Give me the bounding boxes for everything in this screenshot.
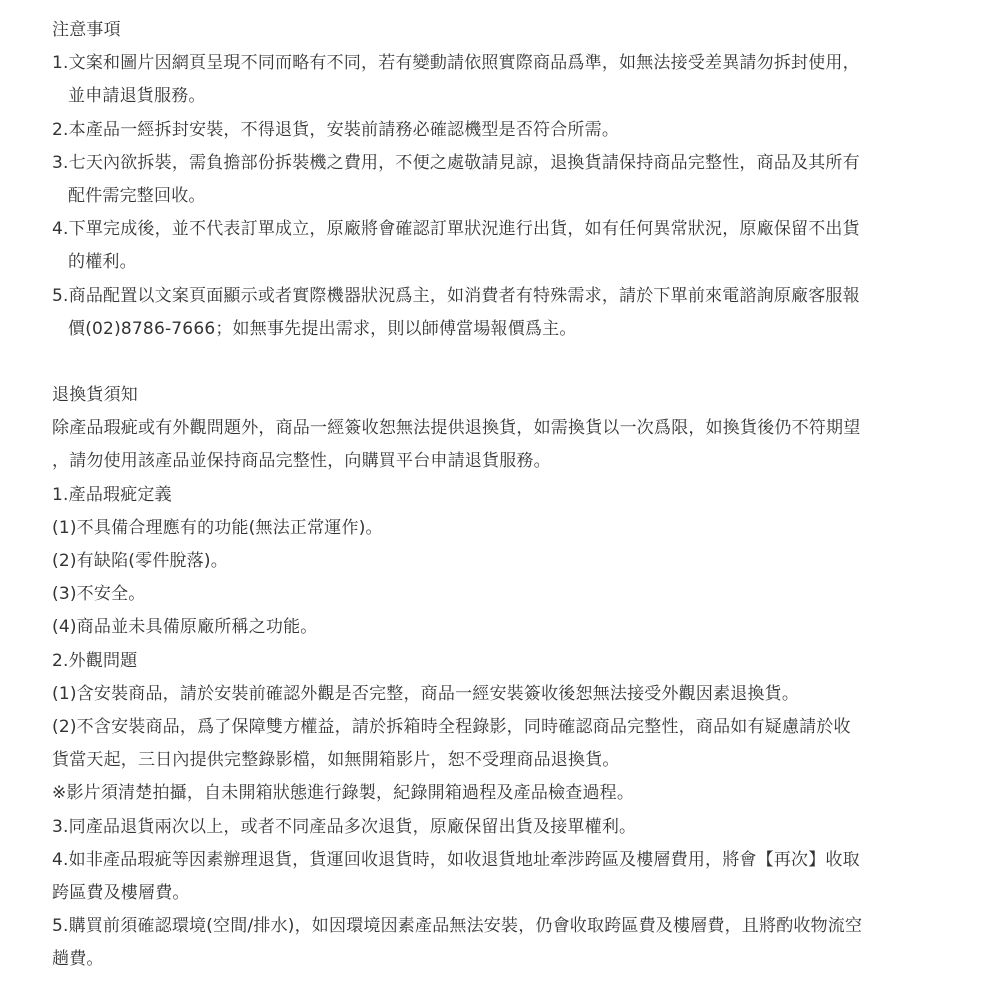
notice-line: 2.本產品一經拆封安裝，不得退貨，安裝前請務必確認機型是否符合所需。 — [52, 119, 620, 140]
returns-line: 2.外觀問題 — [52, 650, 138, 671]
returns-section — [52, 379, 952, 977]
returns-line: 除產品瑕疵或有外觀問題外，商品一經簽收恕無法提供退換貨，如需換貨以一次爲限，如換貨後仍不符期望 — [52, 418, 861, 439]
returns-line: (4)商品並未具備原廠所稱之功能。 — [52, 617, 318, 638]
notice-line: 4.下單完成後，並不代表訂單成立，原廠將會確認訂單狀況進行出貨，如有任何異常狀況，原廠保留不出貨 — [52, 219, 860, 240]
returns-title: 退換貨須知 — [52, 385, 138, 406]
returns-line: 5.購買前須確認環境(空間/排水)，如因環境因素產品無法安裝，仍會收取跨區費及樓層費，且將酌收物流空 — [52, 916, 863, 937]
returns-line: (3)不安全。 — [52, 584, 146, 605]
returns-line: 1.產品瑕疵定義 — [52, 484, 172, 505]
returns-line: (2)不含安裝商品，爲了保障雙方權益，請於拆箱時全程錄影，同時確認商品完整性，商品如有疑慮請於收 — [52, 717, 851, 738]
returns-line: 跨區費及樓層費。 — [52, 883, 190, 904]
notice-line: 配件需完整回收。 — [68, 186, 206, 207]
notice-line: 5.商品配置以文案頁面顯示或者實際機器狀況爲主，如消費者有特殊需求，請於下單前來電諮詢原廠客服報 — [52, 285, 860, 306]
returns-line: (1)含安裝商品，請於安裝前確認外觀是否完整，商品一經安裝簽收後恕無法接受外觀因素退換貨。 — [52, 683, 800, 704]
returns-line: 4.如非產品瑕疵等因素辦理退貨，貨運回收退貨時，如收退貨地址牽涉跨區及樓層費用，將會【再次】收取 — [52, 849, 860, 870]
returns-line: 貨當天起，三日內提供完整錄影檔，如無開箱影片，恕不受理商品退換貨。 — [52, 750, 620, 771]
notice-line: 1.文案和圖片因網頁呈現不同而略有不同，若有變動請依照實際商品爲準，如無法接受差異請勿拆封使用， — [52, 53, 860, 74]
notice-line: 價(02)8786-7666；如無事先提出需求，則以師傅當場報價爲主。 — [68, 318, 577, 339]
notice-line: 的權利。 — [68, 252, 137, 273]
returns-line: 3.同產品退貨兩次以上，或者不同產品多次退貨，原廠保留出貨及接單權利。 — [52, 816, 637, 837]
returns-line: ，請勿使用該產品並保持商品完整性，向購買平台申請退貨服務。 — [52, 451, 551, 472]
returns-line: (1)不具備合理應有的功能(無法正常運作)。 — [52, 517, 383, 538]
section-spacer — [52, 346, 952, 379]
notice-title: 注意事項 — [52, 20, 121, 40]
returns-line: (2)有缺陷(零件脫落)。 — [52, 551, 228, 572]
returns-line: ※影片須清楚拍攝，自未開箱狀態進行錄製，紀錄開箱過程及產品檢查過程。 — [52, 783, 635, 804]
notice-line: 並申請退貨服務。 — [68, 86, 206, 107]
notice-line: 3.七天內欲拆裝，需負擔部份拆裝機之費用，不便之處敬請見諒，退換貨請保持商品完整性，商品及其所有 — [52, 152, 860, 173]
notice-section — [52, 14, 952, 346]
returns-line: 趟費。 — [52, 949, 104, 970]
